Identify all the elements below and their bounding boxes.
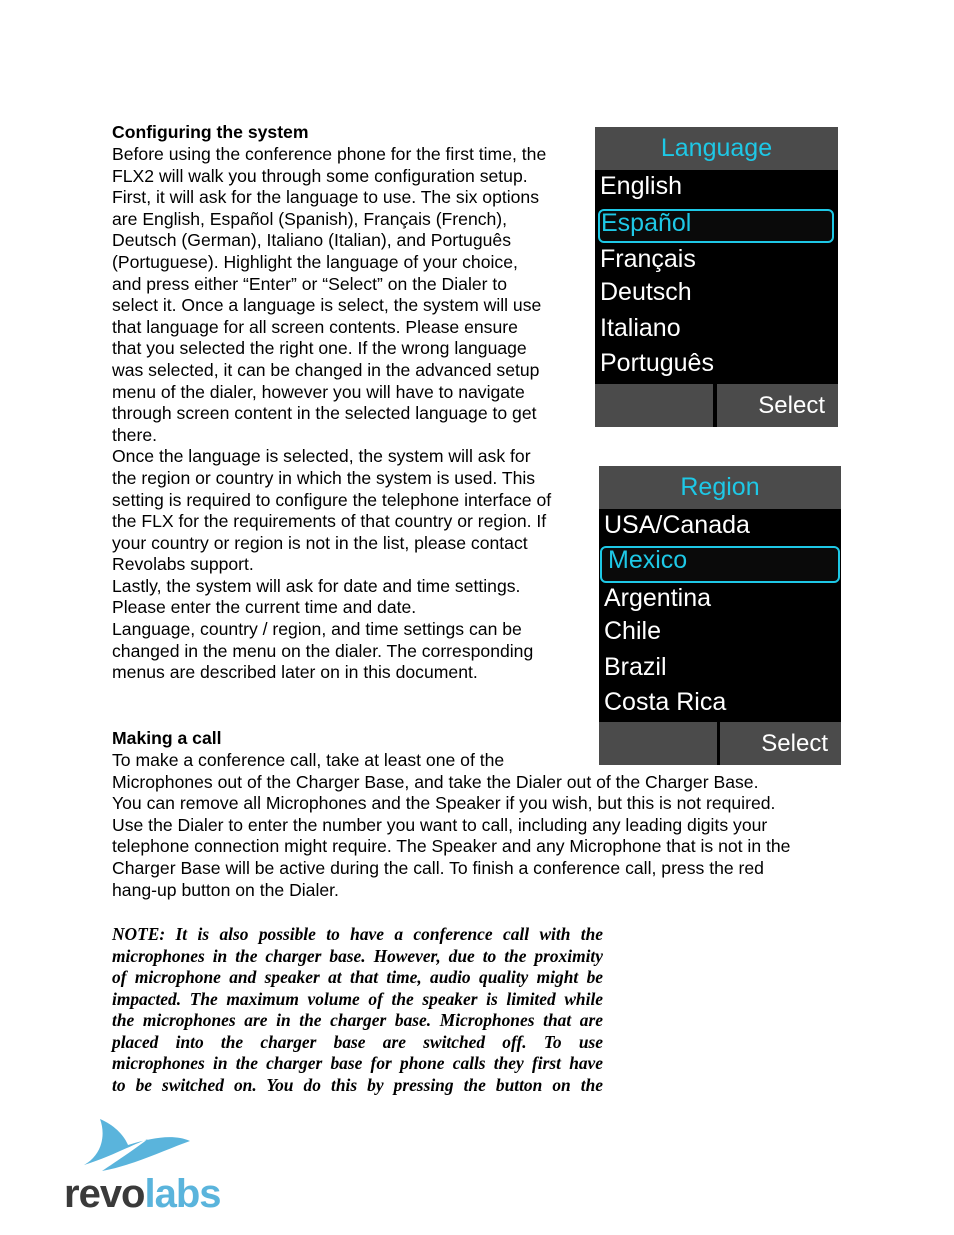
note-paragraph bbox=[112, 924, 603, 1096]
text-line: FLX2 will walk you through some configuration setup. bbox=[112, 165, 528, 186]
text-line: Revolabs support. bbox=[112, 554, 254, 575]
note-line: microphones in the charger base. However, due to the proximity bbox=[112, 945, 603, 966]
text-line: was selected, it can be changed in the advanced setup bbox=[112, 359, 540, 380]
note-line: placed into the charger base are switched off. To use bbox=[112, 1031, 603, 1052]
region-option-chile[interactable]: Chile bbox=[604, 617, 661, 645]
section-heading-configuring: Configuring the system bbox=[112, 122, 309, 142]
text-line: that language for all screen contents. Please ensure bbox=[112, 316, 518, 337]
region-option-mexico: Mexico bbox=[608, 546, 688, 574]
text-line: setting is required to configure the telephone interface of bbox=[112, 489, 552, 510]
select-softkey[interactable]: Select bbox=[720, 722, 841, 765]
text-line: Before using the conference phone for the first time, the bbox=[112, 144, 547, 164]
text-line: Charger Base will be active during the call. To finish a conference call, press the red bbox=[112, 857, 764, 878]
note-line: microphones in the charger base for phone calls they first have bbox=[112, 1053, 603, 1073]
note-line: the microphones are in the charger base. Microphones that are bbox=[112, 1010, 603, 1030]
language-option-deutsch[interactable]: Deutsch bbox=[600, 278, 692, 306]
select-softkey[interactable]: Select bbox=[717, 384, 838, 427]
text-line: To make a conference call, take at least one of the bbox=[112, 750, 505, 770]
text-line: Please enter the current time and date. bbox=[112, 597, 417, 618]
screen-title: Region bbox=[599, 466, 841, 509]
softkey-bar bbox=[595, 384, 838, 427]
text-line: Microphones out of the Charger Base, and take the Dialer out of the Charger Base. bbox=[112, 771, 759, 792]
language-option-english[interactable]: English bbox=[600, 172, 682, 200]
text-line: menu of the dialer, however you will have to navigate bbox=[112, 381, 525, 402]
region-option-brazil[interactable]: Brazil bbox=[604, 653, 667, 681]
note-line: NOTE: It is also possible to have a conference call with the bbox=[112, 924, 603, 944]
region-option-argentina[interactable]: Argentina bbox=[604, 584, 712, 612]
region-option-usa-canada[interactable]: USA/Canada bbox=[604, 511, 750, 539]
softkey-left[interactable] bbox=[599, 722, 717, 765]
language-option-selected[interactable] bbox=[598, 209, 834, 243]
text-line: Deutsch (German), Italiano (Italian), and Português bbox=[112, 230, 511, 251]
revolabs-wordmark bbox=[64, 1172, 221, 1216]
text-line: the FLX for the requirements of that country or region. If bbox=[112, 511, 547, 532]
section-heading-making-call: Making a call bbox=[112, 728, 222, 748]
language-option-espanol: Español bbox=[601, 209, 692, 237]
text-line: Use the Dialer to enter the number you want to call, including any leading digits your bbox=[112, 814, 768, 835]
note-line: of microphone and speaker at that time, audio quality might be bbox=[112, 967, 603, 987]
language-option-italiano[interactable]: Italiano bbox=[600, 314, 681, 342]
text-line: hang-up button on the Dialer. bbox=[112, 879, 339, 900]
softkey-bar bbox=[599, 722, 841, 765]
wordmark-part-revo: revo bbox=[64, 1172, 145, 1216]
text-line: through screen content in the selected language to get bbox=[112, 403, 537, 424]
region-option-selected[interactable] bbox=[600, 546, 840, 583]
text-line: there. bbox=[112, 424, 157, 445]
making-call-paragraph bbox=[112, 750, 790, 901]
text-line: You can remove all Microphones and the Speaker if you wish, but this is not required. bbox=[112, 793, 776, 814]
screen-title: Language bbox=[595, 127, 838, 170]
wordmark-part-labs: labs bbox=[144, 1172, 221, 1216]
text-line: Once the language is selected, the system will ask for bbox=[112, 446, 531, 467]
softkey-left[interactable] bbox=[595, 384, 713, 427]
configuring-paragraph bbox=[112, 144, 551, 684]
text-line: (Portuguese). Highlight the language of your choice, bbox=[112, 251, 518, 272]
language-option-portugues[interactable]: Português bbox=[600, 349, 714, 377]
text-line: that you selected the right one. If the wrong language bbox=[112, 338, 527, 359]
note-line: to be switched on. You do this by pressing the button on the bbox=[112, 1074, 603, 1095]
note-line: impacted. The maximum volume of the speaker is limited while bbox=[112, 988, 603, 1009]
language-screen bbox=[595, 127, 838, 427]
text-line: and press either “Enter” or “Select” on the Dialer to bbox=[112, 273, 508, 294]
text-line: Lastly, the system will ask for date and time settings. bbox=[112, 575, 521, 596]
text-line: are English, Español (Spanish), Français (French), bbox=[112, 208, 508, 229]
text-line: menus are described later on in this document. bbox=[112, 662, 478, 683]
region-screen bbox=[599, 466, 841, 765]
language-option-francais[interactable]: Français bbox=[600, 245, 696, 273]
text-line: First, it will ask for the language to use. The six options bbox=[112, 187, 540, 208]
text-line: telephone connection might require. The Speaker and any Microphone that is not in the bbox=[112, 836, 791, 857]
text-line: your country or region is not in the list, please contact bbox=[112, 532, 528, 553]
text-line: changed in the menu on the dialer. The corresponding bbox=[112, 640, 534, 661]
region-option-costa-rica[interactable]: Costa Rica bbox=[604, 688, 727, 716]
text-line: Language, country / region, and time settings can be bbox=[112, 619, 522, 640]
text-line: select it. Once a language is select, the system will use bbox=[112, 295, 542, 316]
text-line: the region or country in which the system is used. This bbox=[112, 467, 536, 488]
